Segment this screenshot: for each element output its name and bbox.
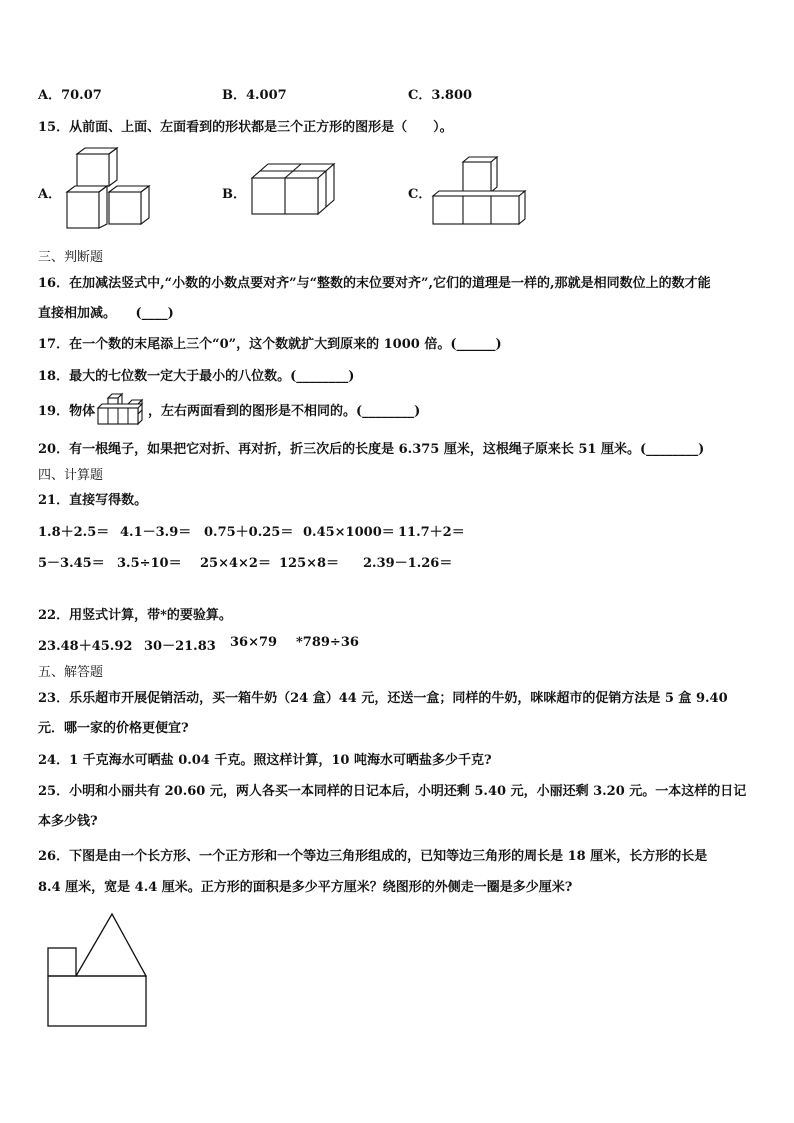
q19-prefix: 19．物体 [38,404,96,419]
q21-expr: 0.45×1000＝ [303,525,395,540]
q21-expr: 25×4×2＝ [200,556,271,571]
q15-figure-c [430,154,530,226]
q22-expr: 36×79 [230,635,278,650]
section-3-heading: 三、判断题 [38,250,104,265]
q15-stem: 15．从前面、上面、左面看到的形状都是三个正方形的图形是（ ）。 [38,120,453,135]
q25-line-2: 本多少钱? [38,814,98,829]
q25-line-1: 25．小明和小丽共有 20.60 元，两人各买一本同样的日记本后，小明还剩 5.40 元，小丽还剩 3.20 元。一本这样的日记 [38,784,747,799]
q18: 18．最大的七位数一定大于最小的八位数。(________) [38,369,355,384]
q21-expr: 3.5÷10＝ [117,556,182,571]
q22-expr: 23.48＋45.92 [38,639,133,654]
q20: 20．有一根绳子，如果把它对折、再对折，折三次后的长度是 6.375 厘米，这根绳子原来长 51 厘米。(________) [38,442,705,457]
q14-option-b: B．4.007 [222,88,287,103]
q15-figure-a [64,146,154,232]
q21-expr: 5－3.45＝ [38,556,105,571]
q19-suffix: ，左右两面看到的图形是不相同的。(________) [148,404,421,419]
q16-line-2: 直接相加减。 (____) [38,306,174,321]
q15-option-a-label: A． [38,187,62,202]
q21-expr: 2.39－1.26＝ [363,556,453,571]
q23-line-2: 元．哪一家的价格更便宜? [38,721,189,736]
q24: 24．1 千克海水可晒盐 0.04 千克。照这样计算，10 吨海水可晒盐多少千克? [38,753,492,768]
q26-figure [46,910,150,1030]
q15-figure-b [249,160,337,218]
q15-option-b-label: B． [222,187,246,202]
q23-line-1: 23．乐乐超市开展促销活动，买一箱牛奶（24 盒）44 元，还送一盒；同样的牛奶，咪咪超市的促销方法是 5 盒 9.40 [38,691,728,706]
q26-line-1: 26．下图是由一个长方形、一个正方形和一个等边三角形组成的，已知等边三角形的周长是 18 厘米，长方形的长是 [38,849,708,864]
q16-line-1: 16．在加减法竖式中,“小数的小数点要对齐”与“整数的末位要对齐”,它们的道理是一样的,那就是相同数位上的数才能 [38,276,711,291]
section-5-heading: 五、解答题 [38,665,104,680]
q21-expr: 0.75＋0.25＝ [204,525,294,540]
q21-expr: 4.1－3.9＝ [120,525,192,540]
q21-expr: 1.8＋2.5＝ [38,525,110,540]
q21-stem: 21．直接写得数。 [38,493,148,508]
q22-expr: *789÷36 [296,635,359,650]
q14-option-c: C．3.800 [408,88,473,103]
q15-option-c-label: C． [408,187,432,202]
section-4-heading: 四、计算题 [38,468,104,483]
q19-cube-figure [92,390,148,426]
q21-expr: 125×8＝ [279,556,340,571]
q21-expr: 11.7＋2＝ [398,525,465,540]
q22-expr: 30－21.83 [144,639,216,654]
q22-stem: 22．用竖式计算，带*的要验算。 [38,608,232,623]
q14-option-a: A．70.07 [38,88,102,103]
q26-line-2: 8.4 厘米，宽是 4.4 厘米。正方形的面积是多少平方厘米？绕图形的外侧走一圈是多少厘米? [38,880,573,895]
q17: 17．在一个数的末尾添上三个“0”，这个数就扩大到原来的 1000 倍。(______) [38,337,502,352]
